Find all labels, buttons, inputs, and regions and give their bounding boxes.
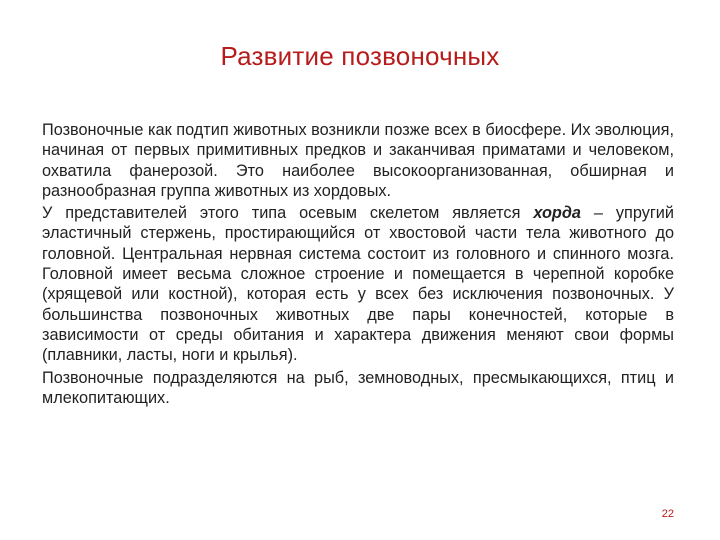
term-chord: хорда — [533, 204, 581, 223]
paragraph-vertebrates-origin: Позвоночные как подтип животных возникли позже всех в биосфере. Их эволюция, начиная от первых примитивных предков и заканчивая приматами и человеком, охватила фанерозой. Это наиболее высокоорганизованная, обширная и разнообразная группа животных из хордовых. — [42, 121, 674, 200]
paragraph-chord-description — [42, 203, 674, 365]
paragraph-text-after-term: – упругий эластичный стержень, простирающийся от хвостовой части тела животного до головной. Центральная нервная система состоит из головного и спинного мозга. Головной имеет весьма сложное строение и помещается в черепной коробке (хрящевой или костной), которая есть у всех без исключения позвоночных. У большинства позвоночных животных две пары конечностей, которые в зависимости от среды обитания и характера движения меняют свои формы (плавники, ласты, ноги и крылья). — [42, 204, 675, 365]
page-number: 22 — [661, 508, 674, 520]
slide-body — [42, 120, 674, 410]
paragraph-classification: Позвоночные подразделяются на рыб, земноводных, пресмыкающихся, птиц и млекопитающих. — [42, 368, 674, 407]
slide-title: Развитие позвоночных — [220, 41, 500, 71]
paragraph-text-before-term: У представителей этого типа осевым скелетом является — [42, 204, 534, 223]
